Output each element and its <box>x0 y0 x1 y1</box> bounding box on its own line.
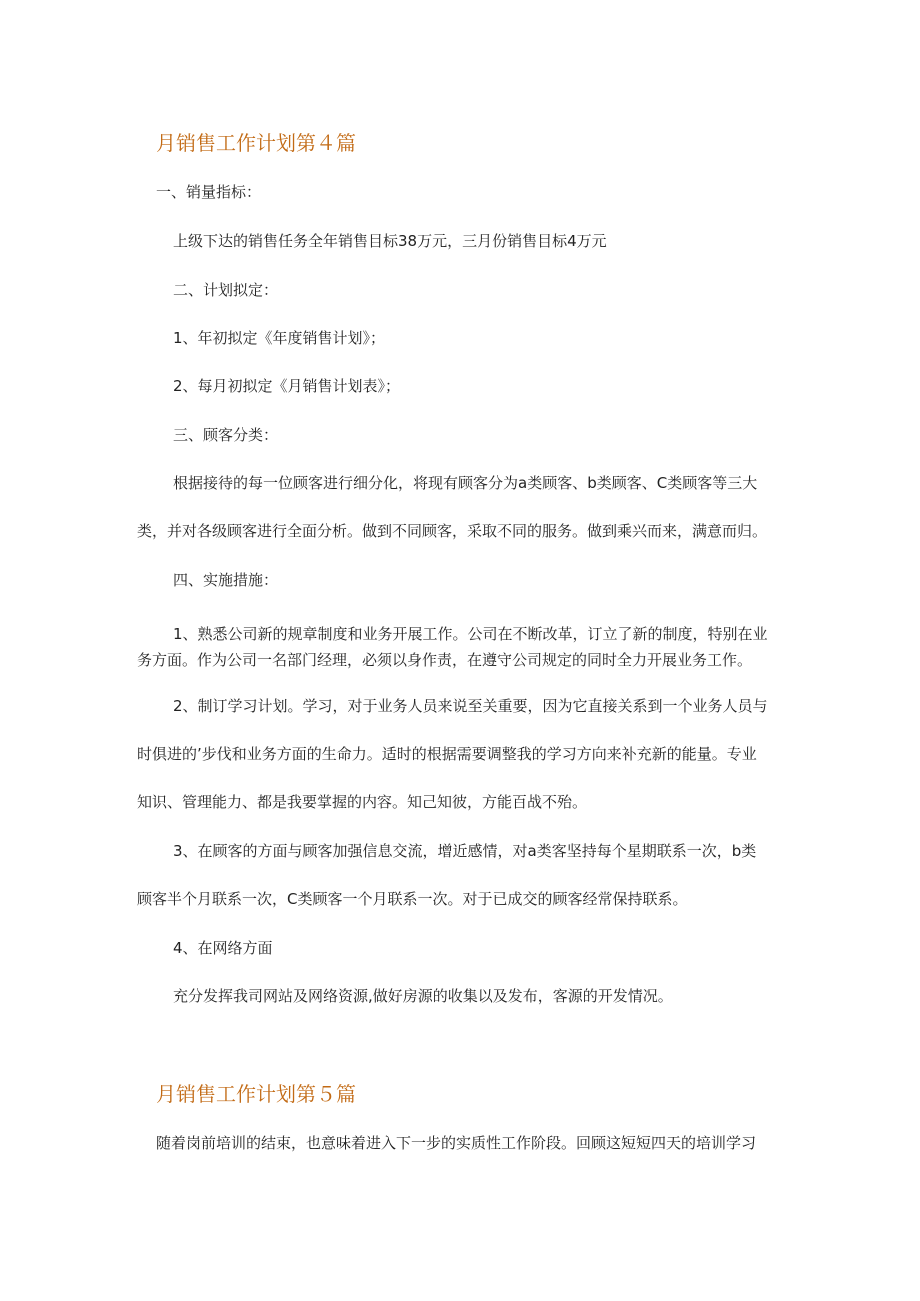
heading-measures: 四、实施措施： <box>173 571 279 589</box>
section-5-title: 月销售工作计划第５篇 <box>156 1082 356 1106</box>
customer-class-line-2: 类，并对各级顾客进行全面分析。做到不同顾客，采取不同的服务。做到乘兴而来，满意而归。 <box>137 522 768 540</box>
measure-4-heading: 4、在网络方面 <box>173 939 273 957</box>
customer-class-line-1: 根据接待的每一位顾客进行细分化，将现有顾客分为a类顾客、b类顾客、C类顾客等三大 <box>173 474 758 492</box>
heading-customer-class: 三、顾客分类： <box>173 426 279 444</box>
section-5-paragraph-line-1: 随着岗前培训的结束，也意味着进入下一步的实质性工作阶段。回顾这短短四天的培训学习 <box>156 1134 757 1152</box>
heading-plan: 二、计划拟定： <box>173 281 279 299</box>
plan-item-2: 2、每月初拟定《月销售计划表》； <box>173 377 401 395</box>
heading-sales-target: 一、销量指标： <box>156 183 262 201</box>
section-4-title: 月销售工作计划第４篇 <box>156 131 356 155</box>
paragraph-sales-target: 上级下达的销售任务全年销售目标38万元，三月份销售目标4万元 <box>173 232 607 250</box>
measure-1-line-1: 1、熟悉公司新的规章制度和业务开展工作。公司在不断改革，订立了新的制度，特别在业 <box>173 625 768 643</box>
measure-2-line-3: 知识、管理能力、都是我要掌握的内容。知己知彼，方能百战不殆。 <box>137 793 588 811</box>
measure-1-line-2: 务方面。作为公司一名部门经理，必须以身作责，在遵守公司规定的同时全力开展业务工作。 <box>137 651 753 669</box>
measure-3-line-2: 顾客半个月联系一次，C类顾客一个月联系一次。对于已成交的顾客经常保持联系。 <box>137 890 688 908</box>
measure-4-body: 充分发挥我司网站及网络资源,做好房源的收集以及发布，客源的开发情况。 <box>173 987 673 1005</box>
measure-2-line-1: 2、制订学习计划。学习，对于业务人员来说至关重要，因为它直接关系到一个业务人员与 <box>173 697 768 715</box>
measure-2-line-2: 时俱进的’步伐和业务方面的生命力。适时的根据需要调整我的学习方向来补充新的能量。专业 <box>137 745 757 763</box>
plan-item-1: 1、年初拟定《年度销售计划》； <box>173 329 386 347</box>
measure-3-line-1: 3、在顾客的方面与顾客加强信息交流，增近感情，对a类客坚持每个星期联系一次，b类 <box>173 842 757 860</box>
